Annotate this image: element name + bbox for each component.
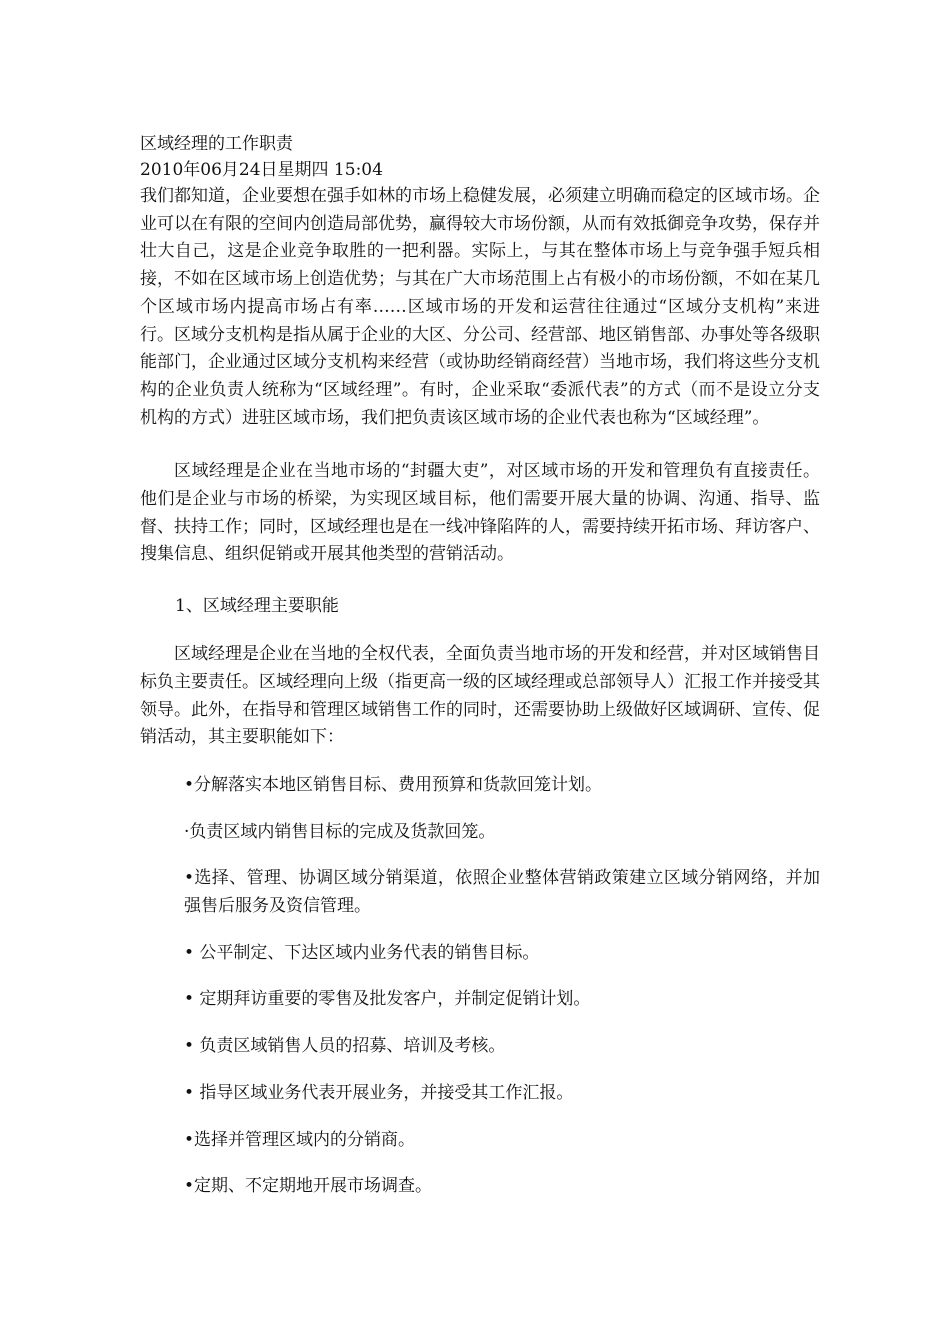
intro-paragraph: 我们都知道，企业要想在强手如林的市场上稳健发展，必须建立明确而稳定的区域市场。企业可以在有限的空间内创造局部优势，赢得较大市场份额，从而有效抵御竞争攻势，保存并壮大自己，这是企业竞争取胜的一把利器。实际上，与其在整体市场上与竞争强手短兵相接，不如在区域市场上创造优势；与其在广大市场范围上占有极小的市场份额，不如在某几个区域市场内提高市场占有率……区域市场的开发和运营往往通过“区域分支机构”来进行。区域分支机构是指从属于企业的大区、分公司、经营部、地区销售部、办事处等各级职能部门，企业通过区域分支机构来经营（或协助经销商经营）当地市场，我们将这些分支机构的企业负责人统称为“区域经理”。有时，企业采取“委派代表”的方式（而不是设立分支机构的方式）进驻区域市场，我们把负责该区域市场的企业代表也称为“区域经理”。 <box>140 186 820 428</box>
list-item: • 公平制定、下达区域内业务代表的销售目标。 <box>184 942 540 963</box>
list-item: • 定期拜访重要的零售及批发客户，并制定促销计划。 <box>184 989 591 1010</box>
list-item: • 负责区域销售人员的招募、培训及考核。 <box>184 1036 506 1057</box>
list-item: •分解落实本地区销售目标、费用预算和货款回笼计划。 <box>184 774 603 795</box>
list-item: •选择并管理区域内的分销商。 <box>184 1129 416 1150</box>
document-date: 2010年06月24日星期四 15:04 <box>140 160 383 180</box>
paragraph-duties: 区域经理是企业在当地的全权代表，全面负责当地市场的开发和经营，并对区域销售目标负主要责任。区域经理向上级（指更高一级的区域经理或总部领导人）汇报工作并接受其领导。此外，在指导和管理区域销售工作的同时，还需要协助上级做好区域调研、宣传、促销活动，其主要职能如下： <box>140 644 820 748</box>
paragraph-role: 区域经理是企业在当地市场的“封疆大吏”，对区域市场的开发和管理负有直接责任。他们是企业与市场的桥梁，为实现区域目标，他们需要开展大量的协调、沟通、指导、监督、扶持工作；同时，区域经理也是在一线冲锋陷阵的人，需要持续开拓市场、拜访客户、搜集信息、组织促销或开展其他类型的营销活动。 <box>140 461 820 565</box>
list-item: •定期、不定期地开展市场调查。 <box>184 1176 433 1197</box>
document-page <box>140 131 820 1201</box>
list-item: •选择、管理、协调区域分销渠道，依照企业整体营销政策建立区域分销网络，并加强售后服务及资信管理。 <box>184 868 820 917</box>
document-title: 区域经理的工作职责 <box>140 134 293 154</box>
list-item: ·负责区域内销售目标的完成及货款回笼。 <box>184 821 496 842</box>
duties-list <box>140 772 820 1201</box>
section-heading: 1、区域经理主要职能 <box>175 596 339 617</box>
list-item: • 指导区域业务代表开展业务，并接受其工作汇报。 <box>184 1082 574 1103</box>
